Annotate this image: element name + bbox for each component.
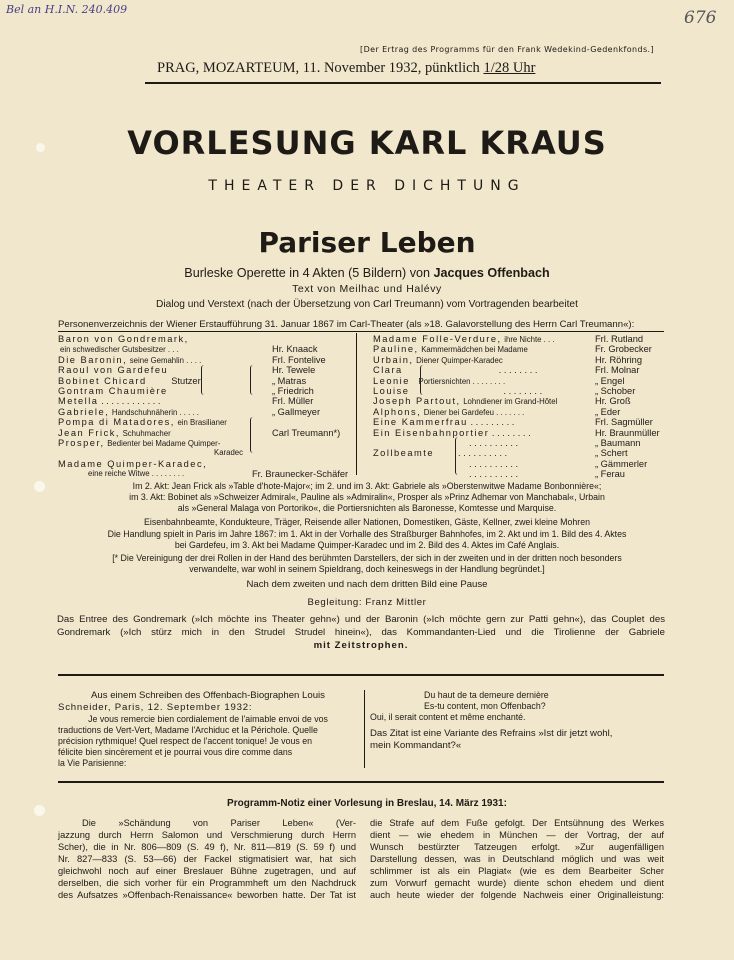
brace-left-stutzer (201, 365, 207, 395)
cast-row: Raoul von Gardefeu Hr. Tewele (58, 365, 316, 376)
punch-hole (36, 143, 45, 152)
cast-row: Jean Frick, Schuhmacher Carl Treumann*) (58, 428, 348, 438)
cast-row: eine reiche Witwe . . . . . . . . Fr. Braunecker-Schäfer (88, 469, 349, 480)
acts-note (50, 481, 684, 514)
footnote-line: [* Die Vereinigung der drei Rollen in der Hand des berühmten Darstellers, der sich in der zweiten und in der dritten noch besonders (112, 553, 622, 563)
genre-text: Burleske Operette in 4 Akten (5 Bildern) von (184, 266, 431, 280)
verse-line: Oui, il serait content et même enchanté. (370, 712, 526, 722)
cast-row: Louise . . . . . . . . „ Schober (373, 385, 636, 396)
extras-line: Eisenbahnbeamte, Kondukteure, Träger, Reisende aller Nationen, Domestiken, Gäste, Kellner, zwei kleine Mohren (144, 517, 590, 527)
notice-line: die Strafe auf dem Fuße gefolgt. Der Entsühnung des Werkes (370, 818, 664, 828)
brace-right-nieces (420, 365, 426, 395)
cast-list-right (373, 334, 665, 479)
cast-row: Gontram Chaumière „ Friedrich (58, 385, 314, 396)
notice-left-column (58, 817, 356, 901)
notice-line: auch heute wieder der folgende Nachweis einer Originalleistung: (370, 890, 664, 900)
composer: Jacques Offenbach (433, 266, 550, 280)
letter-french-line: Je vous remercie bien cordialement de l'aimable envoi de vos (88, 714, 328, 724)
cast-row: . . . . . . . . . . „ Ferau (469, 469, 625, 480)
footnote (50, 553, 684, 575)
acts-note-line: im 3. Akt: Bobinet als »Schweizer Admiral«, Pauline als »Admiralin«, Prosper als »Prinz Adhemar von Manchabal«, Urbain (129, 492, 605, 502)
letter-verse (370, 690, 549, 723)
header-rule (145, 82, 661, 84)
cast-row: Clara . . . . . . . . Frl. Molnar (373, 365, 640, 376)
letter-column-divider (364, 690, 365, 768)
cast-row: Karadec (214, 448, 244, 458)
letter-french (58, 714, 358, 769)
notice-line: gleichwohl noch auf einer Breslauer Bühne zugetragen, und auf (58, 866, 356, 876)
encores (57, 613, 665, 652)
cast-row: Leonie Portiersnichten . . . . . . . . „ Engel (373, 375, 625, 386)
work-title: Pariser Leben (258, 226, 476, 259)
acts-note-line: Im 2. Akt: Jean Frick als »Table d'hote-Major«; im 2. und im 3. Akt: Gabriele als »Oberstenwitwe Madame Bonbonnière«; (132, 481, 602, 491)
letter-intro-line: Schneider, Paris, 12. September 1932: (58, 701, 253, 713)
cast-row: Madame Quimper-Karadec, (58, 458, 208, 469)
verse-line: Du haut de ta demeure dernière (424, 690, 549, 700)
letter-french-line: précision rythmique! Quel respect de l'accent tonique! Je vous en (58, 736, 312, 746)
archive-shelfmark: Bel an H.I.N. 240.409 (6, 3, 128, 16)
brace-left-actors (250, 365, 256, 395)
notice-line: derselben, die sich vorher für ein Programmheft um den Nachdruck (58, 878, 356, 888)
notice-line: dient — wie ehedem in München — der Vortrag, der auf (370, 830, 664, 840)
page-title: VORLESUNG KARL KRAUS (127, 124, 607, 162)
cast-row: Ein Eisenbahnportier . . . . . . . . Hr. Braunmüller (373, 427, 660, 438)
work-genre (0, 266, 734, 280)
text-by: Text von Meilhac und Halévy (292, 283, 442, 295)
letter-french-line: félicite bien sincèrement et je pourrai vous dire comme dans (58, 747, 293, 757)
punch-hole (34, 805, 45, 816)
cast-row: Bobinet Chicard Stutzer „ Matras (58, 375, 307, 386)
footnote-line: verwandelte, war wohl in seinem Spieldrang, doch keineswegs in der Handlung begründet.] (189, 564, 545, 574)
cast-row: Pauline, Kammermädchen bei Madame Fr. Grobecker (373, 344, 652, 355)
shared-actor: Carl Treumann*) (272, 427, 341, 438)
setting-line: bei Gardefeu, im 3. Akt bei Madame Quimper-Karadec und im 2. Bild des 4. Aktes im Café Anglais. (174, 540, 560, 550)
cast-row: Zollbeamte . . . . . . . . . . „ Schert (373, 448, 628, 459)
letter-french-line: la Vie Parisienne: (58, 758, 127, 768)
setting-line: Die Handlung spielt in Paris im Jahre 1867: im 1. Akt in der Vorhalle des Straßburger Bahnhofes, im 2. Akt und im 1. Bild des 4. Aktes (107, 529, 627, 539)
section-rule-bottom (58, 781, 664, 783)
notice-line: Darstellung dessen, was in Deutschland möglich und was weit (370, 854, 664, 864)
section-rule-top (58, 674, 664, 676)
punch-hole (34, 481, 45, 492)
cast-list-left (58, 334, 348, 479)
notice-line: zum Vorwurf gemacht wurde) diente schon ehedem und dient (370, 878, 664, 888)
page-subtitle: THEATER DER DICHTUNG (208, 178, 526, 194)
cast-row: . . . . . . . . . . „ Baumann (469, 437, 641, 448)
accompaniment: Begleitung: Franz Mittler (307, 597, 427, 608)
archive-page-number: 676 (684, 8, 717, 28)
cast-heading: Personenverzeichnis der Wiener Erstaufführung 31. Januar 1867 im Carl-Theater (als »18. Galavorstellung des Herrn Carl Treumann«): (58, 319, 635, 330)
comment-line: Das Zitat ist eine Variante des Refrains »Ist dir jetzt wohl, (370, 728, 613, 739)
adaptation-note: Dialog und Verstext (nach der Übersetzung von Carl Treumann) vom Vortragenden bearbeitet (156, 299, 578, 310)
encores-line: Das Entree des Gondremark (»Ich möchte ins Theater gehn«) und der Baronin (»Ich möchte gern zur Patti gehn«), das Couplet des (57, 614, 665, 625)
letter-intro-line: Aus einem Schreiben des Offenbach-Biographen Louis (91, 690, 325, 701)
encores-line: mit Zeitstrophen. (313, 640, 409, 651)
notice-right-column (370, 817, 664, 901)
cast-row: ein schwedischer Gutsbesitzer . . . Hr. Knaack (60, 344, 318, 355)
cast-row: Gabriele, Handschuhnäherin . . . . . „ Gallmeyer (58, 406, 321, 417)
notice-line: Die »Schändung von Pariser Leben« (Ver- (82, 818, 356, 828)
proceeds-note: [Der Ertrag des Programms für den Frank Wedekind-Gedenkfonds.] (360, 45, 654, 54)
notice-line: jazzung durch Herrn Salomon und Verschmierung durch Herrn (58, 830, 356, 840)
cast-row: Alphons, Diener bei Gardefeu . . . . . . . „ Eder (373, 406, 621, 417)
venue-date (157, 60, 535, 77)
cast-row: Joseph Partout, Lohndiener im Grand-Hôtel Hr. Groß (373, 396, 631, 407)
cast-row: . . . . . . . . . . „ Gämmerler (469, 458, 648, 469)
cast-row: Eine Kammerfrau . . . . . . . . . Frl. Sagmüller (373, 417, 653, 428)
notice-line: des Aufsatzes »Offenbach-Renaissance« beworben hatte. Der Tat ist (58, 890, 356, 900)
cast-row: Baron von Gondremark, (58, 334, 189, 344)
encores-line: Gondremark (»Ich stürz mich in den Strudel Strudel hinein«), das Kommandanten-Lied und die Tirolienne der Gabriele (57, 627, 665, 638)
notice-line: Wunsch bestürzter Tatzeugen erfolgt. »Zur augenfälligen (370, 842, 664, 852)
place-date: PRAG, MOZARTEUM, 11. November 1932, pünktlich (157, 60, 480, 76)
cast-row: Die Baronin, seine Gemahlin . . . . Frl. Fontelive (58, 354, 326, 365)
notice-line: Scher), die in Nr. 806—809 (S. 49 f), Nr. 811—819 (S. 59 f) und (58, 842, 356, 852)
setting-note (40, 529, 694, 551)
comment-line: mein Kommandant?« (370, 739, 462, 751)
cast-row: Prosper, Bedienter bei Madame Quimper- (58, 437, 221, 448)
start-time: 1/28 Uhr (483, 60, 536, 76)
cast-row: Urbain, Diener Quimper-Karadec Hr. Röhring (373, 354, 643, 365)
cast-rule (58, 331, 664, 332)
letter-intro (58, 690, 358, 713)
cast-column-divider (356, 333, 357, 475)
cast-row: Madame Folle-Verdure, ihre Nichte . . . Frl. Rutland (373, 334, 644, 344)
brace-right-customs (455, 437, 461, 475)
notice-line: Nr. 827—833 (S. 53—66) der Fackel stigmatisiert war, hat sich (58, 854, 356, 864)
letter-comment (370, 728, 612, 751)
cast-row: Pompa di Matadores, ein Brasilianer (58, 417, 227, 428)
notice-line: schlimmer ist als ein Plagiat« (wie es dem Bearbeiter Scher (370, 866, 664, 876)
letter-french-line: traductions de Vert-Vert, Madame l'Archiduc et la Périchole. Quelle (58, 725, 318, 735)
acts-note-line: als »General Malaga von Portoriko«, die Portiersnichten als Baronesse, Komtesse und Marquise. (177, 503, 557, 513)
notice-heading: Programm-Notiz einer Vorlesung in Breslau, 14. März 1931: (227, 798, 507, 809)
pause-note: Nach dem zweiten und nach dem dritten Bild eine Pause (246, 579, 488, 590)
verse-line: Es-tu content, mon Offenbach? (424, 701, 546, 711)
cast-row: Metella . . . . . . . . . . . . Frl. Müller (58, 396, 314, 407)
brace-left-treumann (250, 417, 256, 453)
